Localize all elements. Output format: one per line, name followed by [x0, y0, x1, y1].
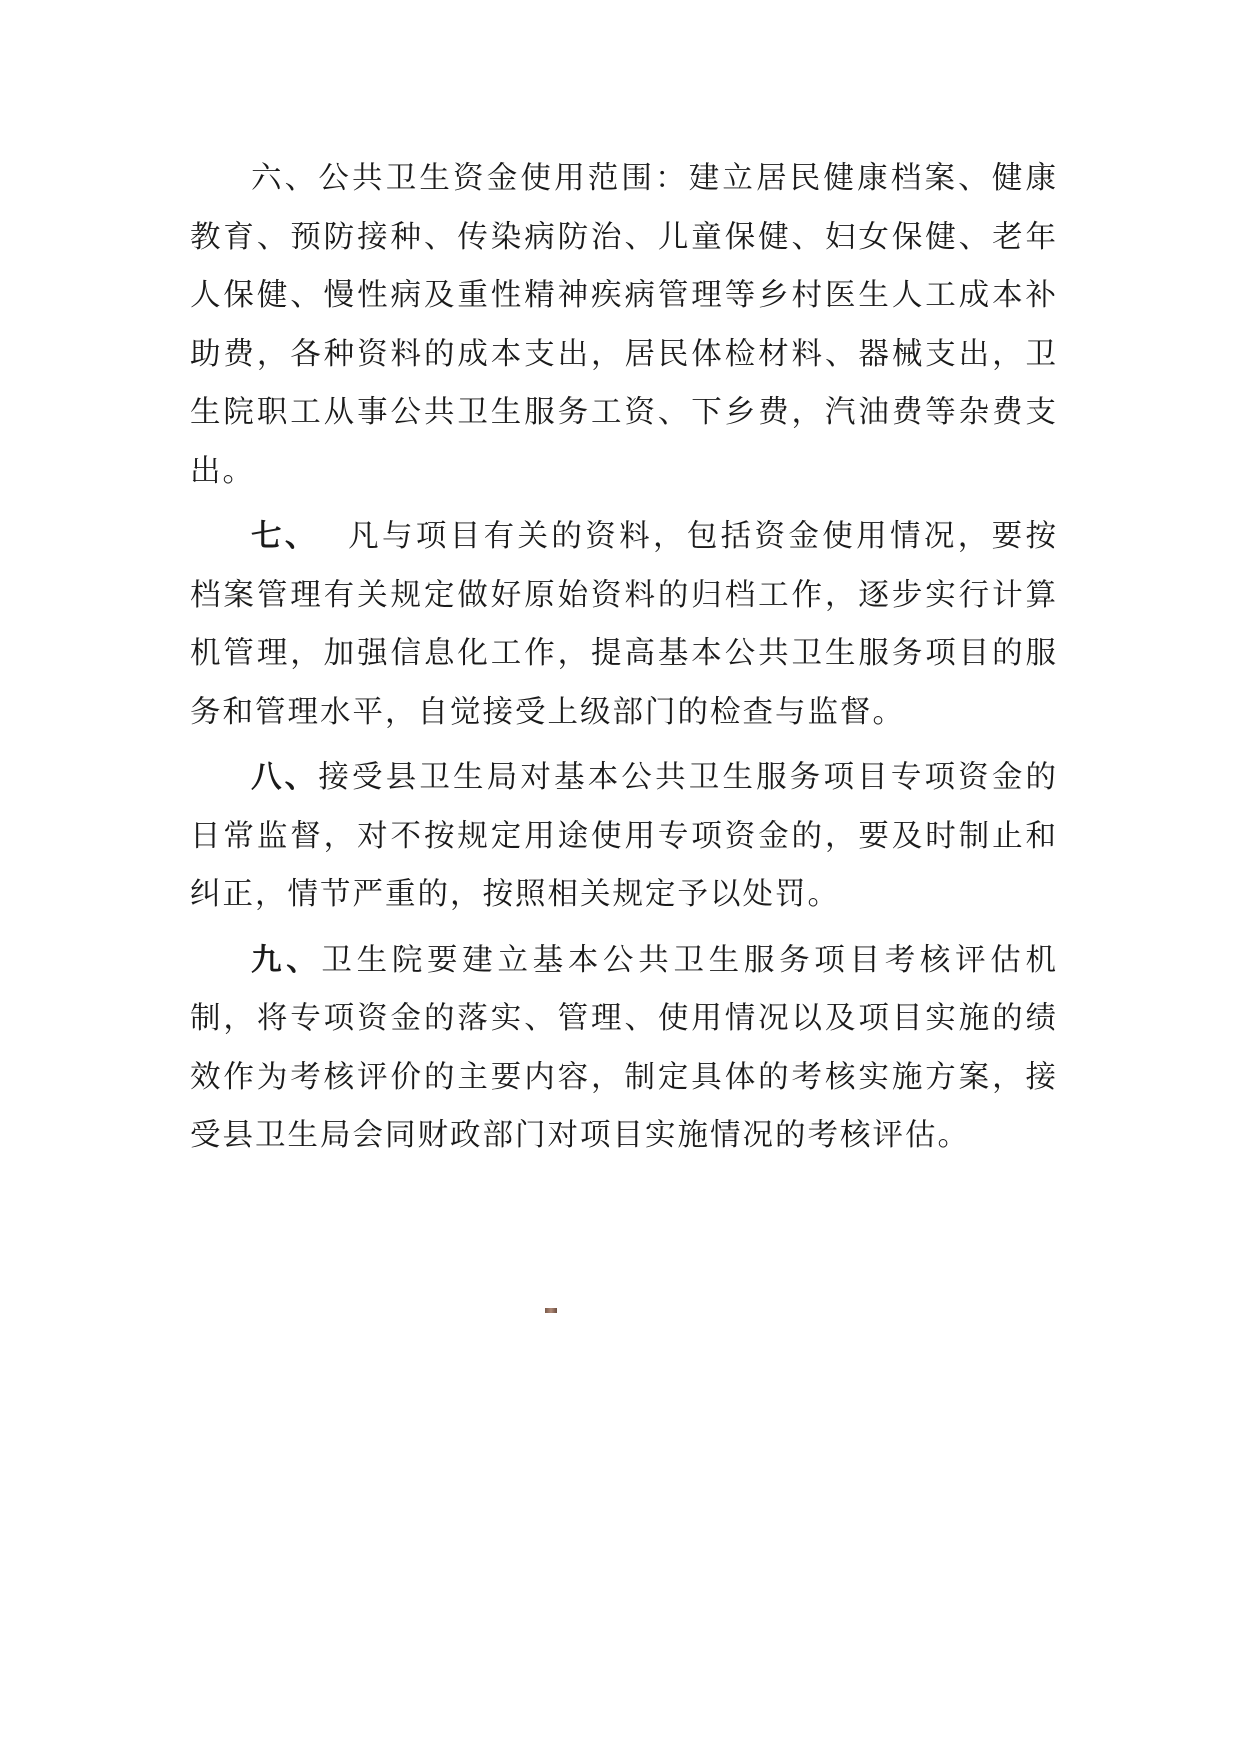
paragraph-eight-number: 八、: [251, 759, 319, 795]
scan-artifact-mark: [545, 1308, 557, 1313]
paragraph-eight: [190, 748, 1058, 925]
document-body: [190, 150, 1058, 1172]
paragraph-eight-text: 接受县卫生局对基本公共卫生服务项目专项资金的日常监督，对不按规定用途使用专项资金的，要及时制止和纠正，情节严重的，按照相关规定予以处罚。: [190, 760, 1059, 912]
paragraph-nine-number: 九、: [251, 941, 322, 978]
paragraph-seven-number: 七、: [251, 518, 319, 554]
paragraph-nine-text: 卫生院要建立基本公共卫生服务项目考核评估机制，将专项资金的落实、管理、使用情况以及项目实施的绩效作为考核评价的主要内容，制定具体的考核实施方案，接受县卫生局会同财政部门对项目实施情况的考核评估。: [190, 942, 1059, 1153]
paragraph-seven-text: 凡与项目有关的资料，包括资金使用情况，要按档案管理有关规定做好原始资料的归档工作，逐步实行计算机管理，加强信息化工作，提高基本公共卫生服务项目的服务和管理水平，自觉接受上级部门的检查与监督。: [190, 519, 1059, 730]
paragraph-six: [190, 150, 1058, 501]
paragraph-nine: [190, 931, 1058, 1166]
paragraph-six-text: 六、公共卫生资金使用范围：建立居民健康档案、健康教育、预防接种、传染病防治、儿童保健、妇女保健、老年人保健、慢性病及重性精神疾病管理等乡村医生人工成本补助费，各种资料的成本支出，居民体检材料、器械支出，卫生院职工从事公共卫生服务工资、下乡费，汽油费等杂费支出。: [190, 161, 1058, 489]
paragraph-seven: [190, 507, 1058, 742]
